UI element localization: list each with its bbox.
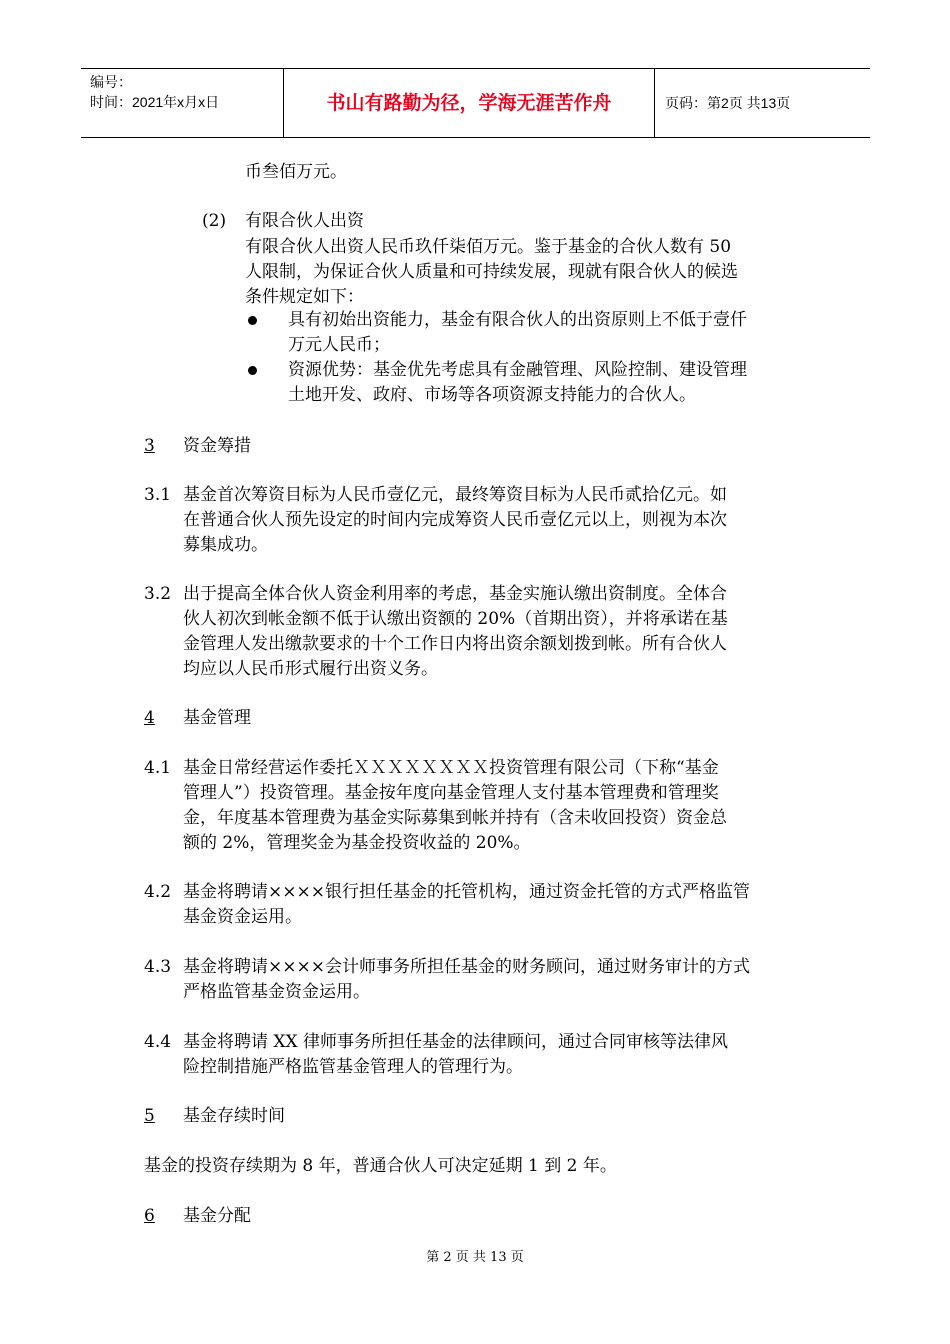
clause-4-2-text [183,880,750,930]
paragraph-line: 金管理人发出缴款要求的十个工作日内将出资余额划拨到帐。所有合伙人 [183,634,727,654]
paragraph-line: 均应以人民币形式履行出资义务。 [183,659,438,679]
clause-4-1-number: 4.1 [144,758,172,778]
paragraph-line: 条件规定如下： [245,287,364,307]
clause-4-4-text [183,1030,728,1080]
clause-3-1-number: 3.1 [144,485,172,505]
section-4-title: 基金管理 [183,708,251,728]
paragraph-line: 管理人”）投资管理。基金按年度向基金管理人支付基本管理费和管理奖 [183,783,719,803]
bullet-item [288,358,747,408]
header-number-label: 编号： [90,74,132,90]
item-2-marker: (2) [202,211,227,231]
paragraph-line: 出于提高全体合伙人资金利用率的考虑，基金实施认缴出资制度。全体合 [183,584,727,604]
section-5-text: 基金的投资存续期为 8 年，普通合伙人可决定延期 1 到 2 年。 [144,1156,617,1176]
section-3-number: 3 [144,436,155,456]
bullet-icon [248,366,257,375]
paragraph-line: 基金日常经营运作委托ＸＸＸＸＸＸＸＸ投资管理有限公司（下称“基金 [183,758,719,778]
paragraph-line: 基金将聘请××××银行担任基金的托管机构，通过资金托管的方式严格监管 [183,882,750,902]
section-6-title: 基金分配 [183,1206,251,1226]
clause-3-2-text [183,582,728,682]
paragraph-line: 严格监管基金资金运用。 [183,982,370,1002]
paragraph-line: 额的 2%，管理奖金为基金投资收益的 20%。 [183,833,531,853]
paragraph-line: 金，年度基本管理费为基金实际募集到帐并持有（含未收回投资）资金总 [183,808,727,828]
clause-4-3-text [183,955,750,1005]
paragraph-line: 在普通合伙人预先设定的时间内完成筹资人民币壹亿元以上，则视为本次 [183,510,727,530]
bullet-line: 具有初始出资能力，基金有限合伙人的出资原则上不低于壹仟 [288,310,747,330]
item-2-paragraph [245,235,738,310]
paragraph-line: 基金将聘请 XX 律师事务所担任基金的法律顾问，通过合同审核等法律风 [183,1032,729,1052]
paragraph-line: 人限制，为保证合伙人质量和可持续发展，现就有限合伙人的候选 [245,262,738,282]
clause-4-3-number: 4.3 [144,957,172,977]
section-5-number: 5 [144,1106,155,1126]
bullet-line: 万元人民币； [288,335,390,355]
page-footer: 第 2 页 共 13 页 [426,1250,524,1265]
section-6-number: 6 [144,1206,155,1226]
bullet-line: 资源优势：基金优先考虑具有金融管理、风险控制、建设管理 [288,360,747,380]
paragraph-line: 基金首次筹资目标为人民币壹亿元，最终筹资目标为人民币贰拾亿元。如 [183,485,727,505]
paragraph-line: 险控制措施严格监管基金管理人的管理行为。 [183,1057,523,1077]
section-3-title: 资金筹措 [183,436,251,456]
paragraph-line: 伙人初次到帐金额不低于认缴出资额的 20%（首期出资），并将承诺在基 [183,609,728,629]
header-page-label: 页码：第2页 共13页 [665,95,791,111]
header-motto: 书山有路勤为径，学海无涯苦作舟 [283,69,655,137]
bullet-line: 土地开发、政府、市场等各项资源支持能力的合伙人。 [288,385,696,405]
clause-4-1-text [183,756,727,856]
paragraph-line: 基金资金运用。 [183,907,302,927]
bullet-item [288,308,747,358]
clause-3-2-number: 3.2 [144,584,172,604]
bullet-icon [248,316,257,325]
header-meta [81,69,283,137]
paragraph-line: 基金将聘请××××会计师事务所担任基金的财务顾问，通过财务审计的方式 [183,957,750,977]
clause-3-1-text [183,483,727,558]
continuation-line: 币叁佰万元。 [245,162,347,182]
section-5-title: 基金存续时间 [183,1106,285,1126]
paragraph-line: 有限合伙人出资人民币玖仟柒佰万元。鉴于基金的合伙人数有 50 [245,237,732,257]
item-2-title: 有限合伙人出资 [245,211,364,231]
clause-4-4-number: 4.4 [144,1032,172,1052]
page-header [81,68,870,138]
clause-4-2-number: 4.2 [144,882,172,902]
paragraph-line: 募集成功。 [183,535,268,555]
header-time-label: 时间：2021年x月x日 [90,94,220,110]
section-4-number: 4 [144,708,155,728]
